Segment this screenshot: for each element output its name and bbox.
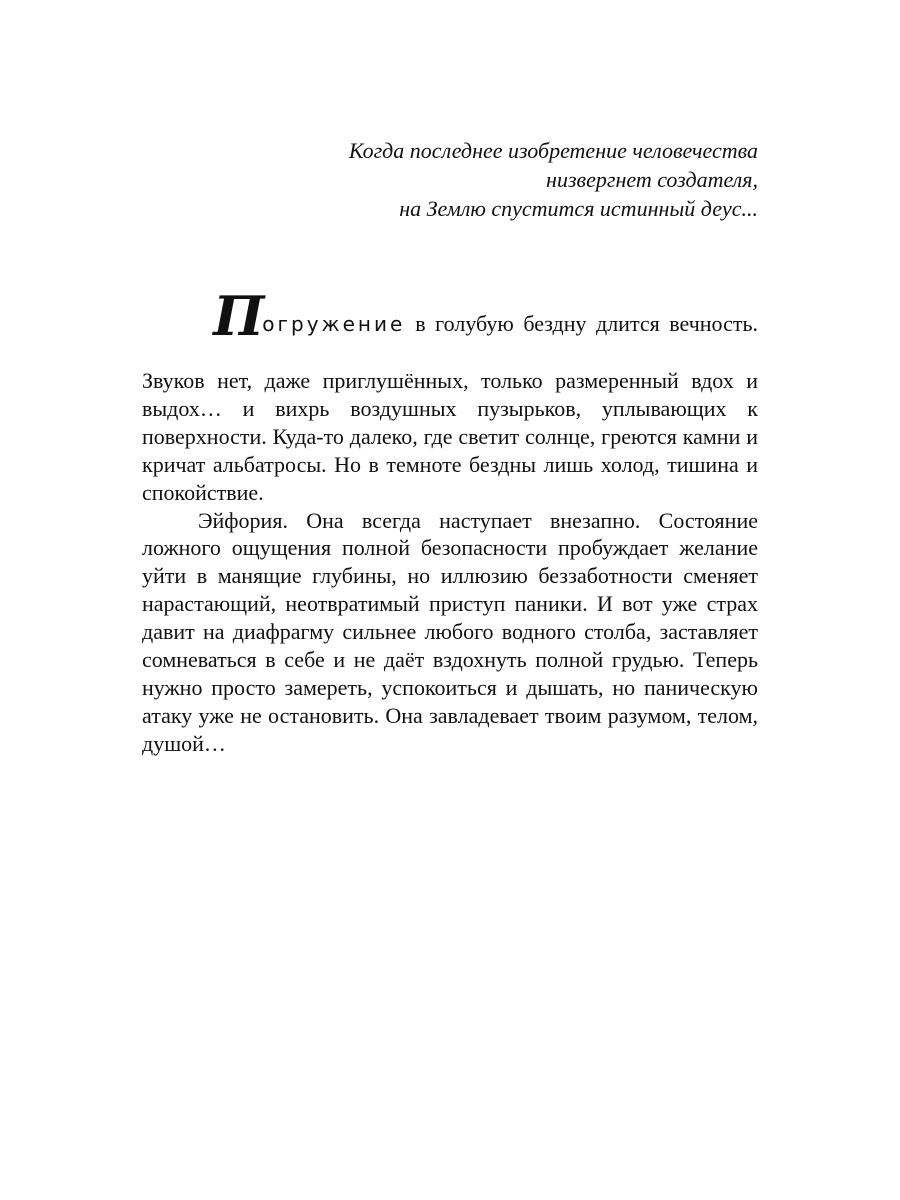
drop-cap: П [213, 284, 263, 348]
epigraph-line: низвергнет создателя, [546, 167, 758, 192]
chapter-opening-line [142, 284, 758, 350]
epigraph [238, 136, 758, 223]
lead-word: огружение [262, 312, 406, 336]
opening-sentence: в голубую бездну длится вечность. [415, 311, 758, 336]
epigraph-line: Когда последнее изобретение человечества [348, 138, 758, 163]
paragraph: Звуков нет, даже приглушённых, только размеренный вдох и выдох… и вихрь воздушных пузырьков, уплывающих к поверхности. Куда-то далеко, где светит солнце, греются камни и кричат альбатросы. Но в темноте бездны лишь холод, тишина и спокойствие. [142, 368, 758, 505]
epigraph-line: на Землю спустится истинный деус... [399, 196, 758, 221]
body-text [142, 367, 758, 758]
paragraph: Эйфория. Она всегда наступает внезапно. Состояние ложного ощущения полной безопасности пробуждает желание уйти в манящие глубины, но иллюзию беззаботности сменяет нарастающий, неотвратимый приступ паники. И вот уже страх давит на диафрагму сильнее любого водного столба, заставляет сомневаться в себе и не даёт вздохнуть полной грудью. Теперь нужно просто замереть, успокоиться и дышать, но паническую атаку уже не остановить. Она завладевает твоим разумом, телом, душой… [142, 507, 758, 756]
